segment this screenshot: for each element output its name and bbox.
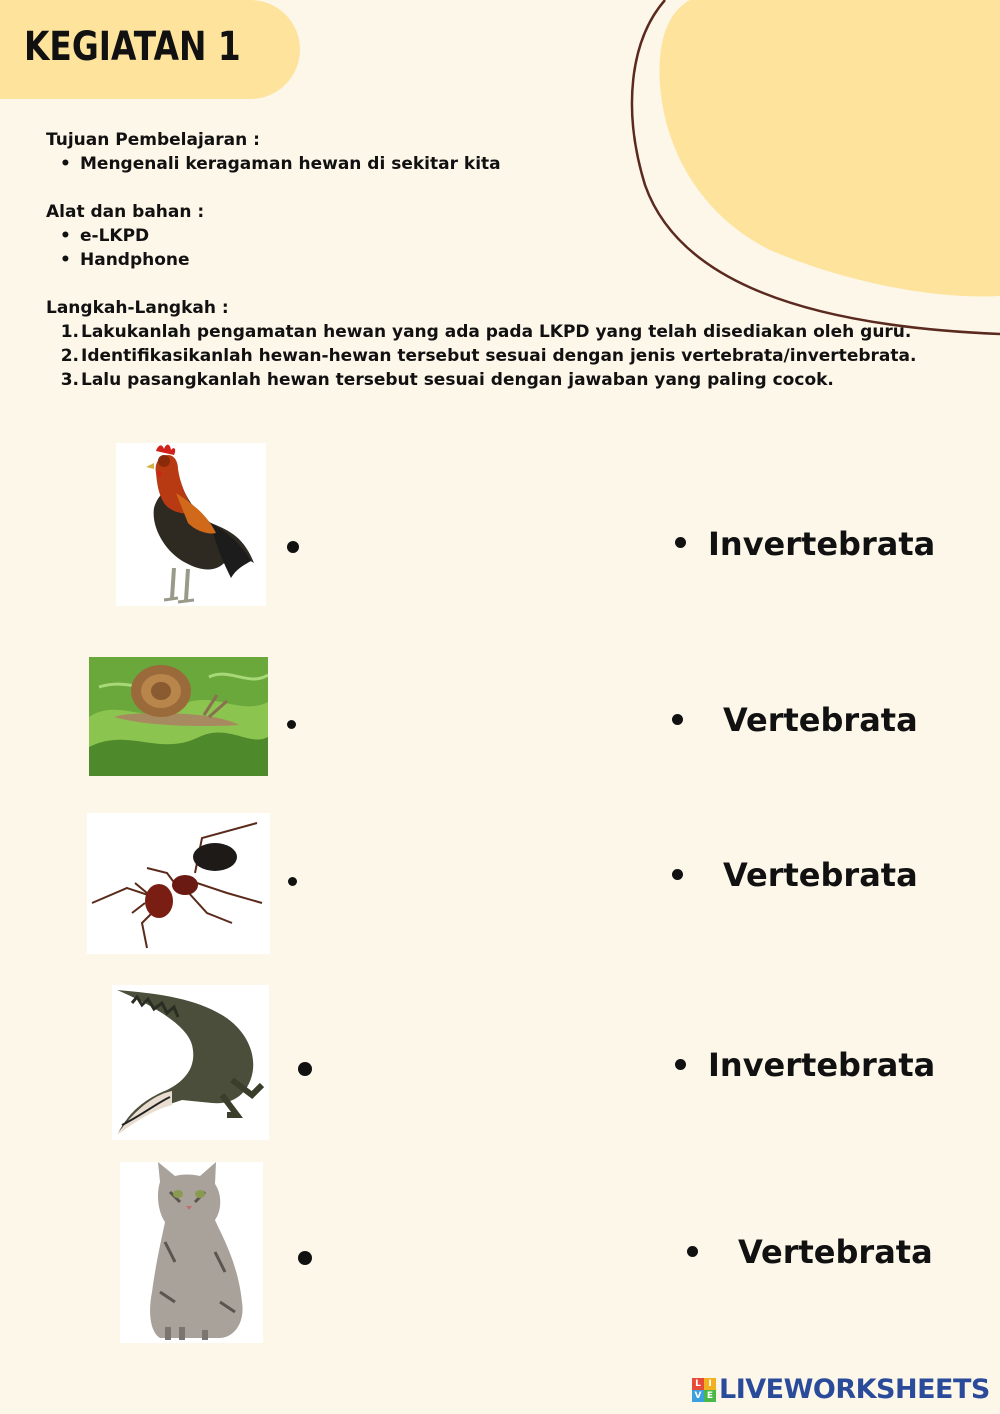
list-item: • Mengenali keragaman hewan di sekitar kita — [60, 154, 501, 174]
watermark-text: LIVEWORKSHEETS — [719, 1374, 990, 1405]
watermark — [692, 1374, 990, 1405]
instructions-section — [46, 128, 946, 392]
match-dot-left[interactable] — [298, 1251, 312, 1265]
step-item: 3. Lalu pasangkanlah hewan tersebut sesuai dengan jawaban yang paling cocok. — [60, 370, 834, 390]
rooster-image — [116, 443, 266, 606]
step-item: 2. Identifikasikanlah hewan-hewan tersebut sesuai dengan jenis vertebrata/invertebrata. — [60, 346, 917, 366]
page-title: KEGIATAN 1 — [24, 24, 241, 70]
materials-heading: Alat dan bahan : — [46, 202, 205, 222]
match-dot-left[interactable] — [288, 877, 297, 886]
answer-label: Vertebrata — [738, 1233, 933, 1271]
answer-label: Vertebrata — [723, 701, 918, 739]
steps-heading: Langkah-Langkah : — [46, 298, 229, 318]
match-dot-left[interactable] — [298, 1062, 312, 1076]
answer-label: Vertebrata — [723, 856, 918, 894]
crocodile-image — [112, 985, 269, 1140]
step-item: 1. Lakukanlah pengamatan hewan yang ada pada LKPD yang telah disediakan oleh guru. — [60, 322, 912, 342]
match-dot-right[interactable] — [687, 1246, 698, 1257]
match-dot-right[interactable] — [675, 537, 686, 548]
match-dot-right[interactable] — [672, 714, 683, 725]
answer-label: Invertebrata — [708, 525, 936, 563]
materials-list — [46, 224, 946, 272]
snail-image — [89, 657, 268, 776]
steps-list — [46, 320, 946, 392]
objective-heading: Tujuan Pembelajaran : — [46, 130, 260, 150]
liveworksheets-logo-icon: L I V E — [692, 1378, 716, 1402]
ant-image — [87, 813, 270, 954]
list-item: • e-LKPD — [60, 226, 150, 246]
match-dot-left[interactable] — [287, 720, 296, 729]
cat-image — [120, 1162, 263, 1343]
match-dot-right[interactable] — [675, 1059, 686, 1070]
match-dot-left[interactable] — [287, 541, 299, 553]
answer-label: Invertebrata — [708, 1046, 936, 1084]
list-item: • Handphone — [60, 250, 190, 270]
match-dot-right[interactable] — [672, 869, 683, 880]
objective-list — [46, 152, 946, 176]
